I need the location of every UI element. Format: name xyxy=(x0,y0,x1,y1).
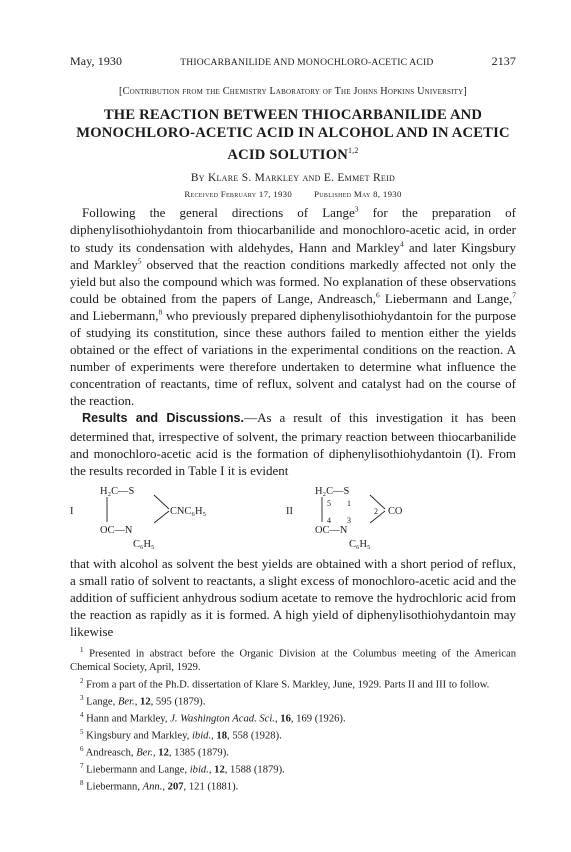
ring-number: 5 xyxy=(327,498,331,508)
footnote-6: $^6$ Andreasch, Ber., 12, 1385 (1879). xyxy=(80,744,229,759)
page-number: 2137 xyxy=(491,54,516,68)
structure-II-numeral: II xyxy=(286,505,293,517)
section-heading: Results and Discussions. xyxy=(82,411,245,426)
published-date: Published May 8, 1930 xyxy=(314,189,402,200)
structure-II-substituent: C₆H₅ xyxy=(349,538,371,550)
structure-II-right: CO xyxy=(388,505,403,517)
structure-I-top: H₂C—S xyxy=(100,485,135,497)
footnote-ref[interactable]: 6 xyxy=(376,290,380,300)
ring-number: 1 xyxy=(347,498,351,508)
header-date: May, 1930 xyxy=(70,54,123,68)
contribution-line: [Contribution from the Chemistry Laboratory of The Johns Hopkins University] xyxy=(119,86,467,97)
running-header xyxy=(70,54,516,69)
byline: By Klare S. Markley and E. Emmet Reid xyxy=(190,172,396,185)
structure-I-numeral: I xyxy=(70,505,74,517)
header-title: THIOCARBANILIDE AND MONOCHLORO-ACETIC ACID xyxy=(180,57,434,68)
paragraph-results: Results and Discussions.—As a result of this investigation it has been determined that, irrespective of solvent, the primary reaction between thiocarbanilide and monochloro-acetic acid is the formation of diphenylisothiohydantoin (I). From the results recorded in Table I it is evident xyxy=(70,410,516,478)
footnote-8: $^8$ Liebermann, Ann., 207, 121 (1881). xyxy=(80,779,239,793)
article-title-text: THE REACTION BETWEEN THIOCARBANILIDE AND MONOCHLORO-ACETIC ACID IN ALCOHOL AND IN ACETIC ACID SOLUTION xyxy=(76,107,510,163)
structure-II-bottom: OC—N xyxy=(315,524,348,536)
ring-number: 2 xyxy=(374,506,378,516)
structure-I-right: CNC₆H₅ xyxy=(170,505,207,517)
footnote-3: $^3$ Lange, Ber., 12, 595 (1879). xyxy=(80,693,206,708)
footnote-ref[interactable]: 5 xyxy=(137,256,142,266)
footnote-1: $^1$ Presented in abstract before the Organic Division at the Columbus meeting of the American Chemical Society, April, 1929. xyxy=(70,646,516,674)
footnote-ref[interactable]: 7 xyxy=(512,290,516,300)
paragraph-conclusion: that with alcohol as solvent the best yields are obtained with a short period of reflux, a small ratio of solvent to reactants, a slight excess of monochloro-acetic acid and the addition of sufficient anhydrous sodium acetate to remove the hydrochloric acid from the reaction as rapidly as it is formed. A high yield of diphenylisothiohydantoin may likewise xyxy=(70,555,516,640)
footnote-5: $^5$ Kingsbury and Markley, ibid., 18, 558 (1928). xyxy=(80,727,282,742)
footnote-ref[interactable]: 8 xyxy=(158,307,163,317)
article-body xyxy=(70,204,516,640)
paragraph-intro: Following the general directions of Lange$^3$ for the preparation of diphenylisothiohydantoin from thiocarbanilide and monochloro-acetic acid, in order to study its condensation with aldehydes, Hann and Markley$^4$ and later Kingsbury and Markley$^5$ observed that the reaction conditions markedly affected not only the yield but also the compound which was formed. No explanation of these observations could be obtained from the papers of Lange, Andreasch,$^6$ Liebermann and Lange,$^7$ and Liebermann,$^8$ who previously prepared diphenylisothiohydantoin for the purpose of studying its constitution, since these authors failed to mention either the yields obtained or the effect of variations in the experimental conditions on the reaction. A number of experiments were therefore undertaken to determine what influence the concentration of reactants, time of reflux, solvent and catalyst had on the course of the reaction. xyxy=(70,205,516,409)
footnote-ref[interactable]: 3 xyxy=(354,205,359,215)
structure-I-substituent: C₆H₅ xyxy=(133,538,155,550)
ring-number: 4 xyxy=(327,515,331,525)
footnotes xyxy=(70,644,516,794)
footnote-2: $^2$ From a part of the Ph.D. dissertation of Klare S. Markley, June, 1929. Parts II and III to follow. xyxy=(80,676,490,691)
dates-line xyxy=(70,189,516,199)
title-footnote-marks: 1,2 xyxy=(347,146,359,155)
structure-II-top: H₂C—S xyxy=(315,485,350,497)
article-title xyxy=(70,107,516,164)
footnote-7: $^7$ Liebermann and Lange, ibid., 12, 1588 (1879). xyxy=(80,762,285,776)
footnote-ref[interactable]: 4 xyxy=(399,239,404,249)
structure-I-bottom: OC—N xyxy=(100,524,133,536)
footnote-4: $^4$ Hann and Markley, J. Washington Acad. Sci., 16, 169 (1926). xyxy=(80,710,346,725)
structural-formulas xyxy=(70,481,516,555)
ring-number: 3 xyxy=(347,515,351,525)
received-date: Received February 17, 1930 xyxy=(184,189,293,200)
journal-page xyxy=(70,54,516,794)
